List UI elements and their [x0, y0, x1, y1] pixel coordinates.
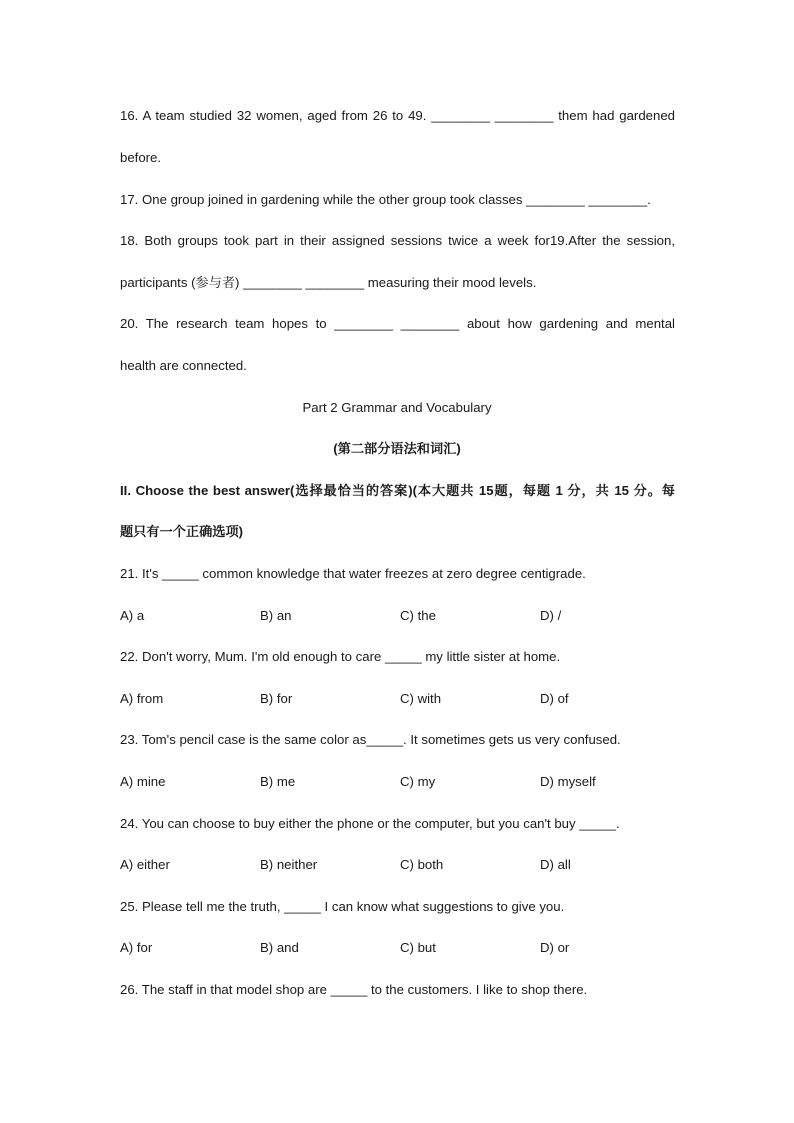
option-d: D) / [540, 608, 562, 623]
question-22: 22. Don't worry, Mum. I'm old enough to care _____ my little sister at home. [120, 649, 561, 664]
question-24-options [120, 857, 680, 873]
question-25: 25. Please tell me the truth, _____ I can know what suggestions to give you. [120, 899, 565, 914]
option-b: B) and [260, 940, 299, 955]
question-18-line-1: 18. Both groups took part in their assigned sessions twice a week for19.After the session, [120, 233, 675, 248]
question-17: 17. One group joined in gardening while the other group took classes ________ ________. [120, 192, 651, 207]
part-2-subtitle: (第二部分语法和词汇) [333, 441, 461, 456]
option-c: C) the [400, 608, 436, 623]
option-b: B) for [260, 691, 293, 706]
option-c: C) but [400, 940, 436, 955]
question-23-options [120, 774, 680, 790]
option-c: C) my [400, 774, 436, 789]
option-a: A) mine [120, 774, 166, 789]
section-instruction-line-1: II. Choose the best answer(选择最恰当的答案)(本大题共 15题，每题 1 分，共 15 分。每 [120, 483, 675, 498]
question-21-options [120, 608, 680, 624]
question-26: 26. The staff in that model shop are _____ to the customers. I like to shop there. [120, 982, 588, 997]
question-21: 21. It's _____ common knowledge that water freezes at zero degree centigrade. [120, 566, 586, 581]
option-b: B) neither [260, 857, 318, 872]
question-20-line-2: health are connected. [120, 358, 247, 373]
question-16-line-1: 16. A team studied 32 women, aged from 26 to 49. ________ ________ them had gardened [120, 108, 675, 123]
question-24: 24. You can choose to buy either the phone or the computer, but you can't buy _____. [120, 816, 620, 831]
option-a: A) a [120, 608, 145, 623]
option-d: D) or [540, 940, 570, 955]
option-a: A) for [120, 940, 153, 955]
option-a: A) either [120, 857, 170, 872]
section-instruction-line-2: 题只有一个正确选项) [120, 524, 244, 539]
question-16-line-2: before. [120, 150, 162, 165]
option-c: C) with [400, 691, 442, 706]
question-18-line-2: participants (参与者) ________ ________ measuring their mood levels. [120, 275, 537, 290]
option-d: D) of [540, 691, 569, 706]
part-2-title: Part 2 Grammar and Vocabulary [302, 400, 492, 415]
option-b: B) me [260, 774, 296, 789]
option-b: B) an [260, 608, 292, 623]
question-23: 23. Tom's pencil case is the same color as_____. It sometimes gets us very confused. [120, 732, 621, 747]
question-22-options [120, 691, 680, 707]
option-c: C) both [400, 857, 444, 872]
question-25-options [120, 940, 680, 956]
option-d: D) all [540, 857, 571, 872]
option-a: A) from [120, 691, 164, 706]
option-d: D) myself [540, 774, 596, 789]
question-20-line-1: 20. The research team hopes to ________ ________ about how gardening and mental [120, 316, 675, 331]
